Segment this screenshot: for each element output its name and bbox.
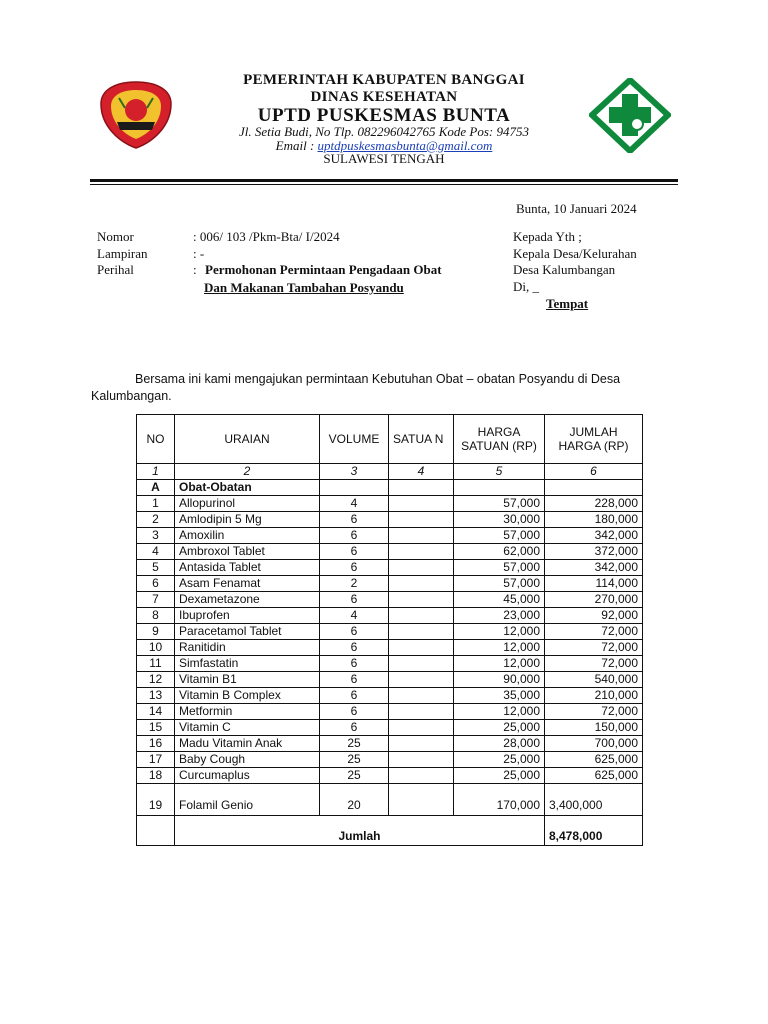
header-divider-thick xyxy=(90,179,678,182)
row-harga-satuan: 57,000 xyxy=(454,496,545,512)
row-harga-satuan: 57,000 xyxy=(454,528,545,544)
row-item: Paracetamol Tablet xyxy=(175,624,320,640)
row-item: Simfastatin xyxy=(175,656,320,672)
row-satuan xyxy=(389,608,454,624)
table-row xyxy=(137,704,643,720)
row-satuan xyxy=(389,592,454,608)
section-code: A xyxy=(137,480,175,496)
table-header-row xyxy=(137,415,643,464)
row-satuan xyxy=(389,752,454,768)
section-row xyxy=(137,480,643,496)
row-volume: 20 xyxy=(320,784,389,816)
nomor-value: : 006/ 103 /Pkm-Bta/ I/2024 xyxy=(193,229,340,244)
row-satuan xyxy=(389,768,454,784)
row-satuan xyxy=(389,640,454,656)
letter-date: Bunta, 10 Januari 2024 xyxy=(516,201,637,216)
row-no: 13 xyxy=(137,688,175,704)
body-paragraph: Bersama ini kami mengajukan permintaan Kebutuhan Obat – obatan Posyandu di Desa Kalumbangan. xyxy=(91,372,621,403)
row-item: Ranitidin xyxy=(175,640,320,656)
row-no: 9 xyxy=(137,624,175,640)
row-satuan xyxy=(389,624,454,640)
email-link[interactable]: uptdpuskesmasbunta@gmail.com xyxy=(317,138,493,153)
row-volume: 6 xyxy=(320,624,389,640)
department-name: DINAS KESEHATAN xyxy=(310,89,458,105)
lampiran-label: Lampiran xyxy=(97,246,148,261)
row-no: 4 xyxy=(137,544,175,560)
row-jumlah-harga: 342,000 xyxy=(545,560,643,576)
row-satuan xyxy=(389,576,454,592)
perihal-line-1: Permohonan Permintaan Pengadaan Obat xyxy=(205,262,442,277)
row-satuan xyxy=(389,560,454,576)
table-row xyxy=(137,768,643,784)
column-number: 5 xyxy=(454,464,545,480)
row-jumlah-harga: 625,000 xyxy=(545,752,643,768)
row-volume: 4 xyxy=(320,496,389,512)
row-harga-satuan: 12,000 xyxy=(454,624,545,640)
province-line: SULAWESI TENGAH xyxy=(323,151,445,166)
government-name: PEMERINTAH KABUPATEN BANGGAI xyxy=(243,72,525,88)
recipient-place: Tempat xyxy=(546,296,589,311)
header-harga-satuan: HARGA SATUAN (RP) xyxy=(454,415,545,464)
row-no: 11 xyxy=(137,656,175,672)
row-item: Madu Vitamin Anak xyxy=(175,736,320,752)
row-no: 7 xyxy=(137,592,175,608)
row-harga-satuan: 25,000 xyxy=(454,720,545,736)
row-satuan xyxy=(389,656,454,672)
row-harga-satuan: 12,000 xyxy=(454,640,545,656)
nomor-label: Nomor xyxy=(97,229,134,244)
header-volume: VOLUME xyxy=(320,415,389,464)
row-volume: 25 xyxy=(320,768,389,784)
row-no: 19 xyxy=(137,784,175,816)
row-item: Allopurinol xyxy=(175,496,320,512)
row-item: Amlodipin 5 Mg xyxy=(175,512,320,528)
table-row xyxy=(137,672,643,688)
row-jumlah-harga: 72,000 xyxy=(545,704,643,720)
table-row xyxy=(137,592,643,608)
table-row xyxy=(137,640,643,656)
header-uraian: URAIAN xyxy=(175,415,320,464)
table-row xyxy=(137,752,643,768)
table-row xyxy=(137,656,643,672)
row-jumlah-harga: 372,000 xyxy=(545,544,643,560)
empty-cell xyxy=(545,480,643,496)
row-no: 2 xyxy=(137,512,175,528)
row-harga-satuan: 62,000 xyxy=(454,544,545,560)
column-number-row xyxy=(137,464,643,480)
table-row xyxy=(137,576,643,592)
row-satuan xyxy=(389,720,454,736)
table-row xyxy=(137,528,643,544)
perihal-line-2: Dan Makanan Tambahan Posyandu xyxy=(204,280,404,295)
row-item: Vitamin C xyxy=(175,720,320,736)
row-jumlah-harga: 72,000 xyxy=(545,640,643,656)
column-number: 4 xyxy=(389,464,454,480)
row-harga-satuan: 25,000 xyxy=(454,752,545,768)
header-jumlah-harga: JUMLAH HARGA (RP) xyxy=(545,415,643,464)
table-row xyxy=(137,560,643,576)
row-item: Dexametazone xyxy=(175,592,320,608)
total-row xyxy=(137,816,643,846)
perihal-colon: : xyxy=(193,262,197,277)
row-jumlah-harga: 228,000 xyxy=(545,496,643,512)
row-no: 14 xyxy=(137,704,175,720)
header-satuan: SATUA N xyxy=(389,415,454,464)
table-row xyxy=(137,624,643,640)
table-row xyxy=(137,512,643,528)
row-jumlah-harga: 700,000 xyxy=(545,736,643,752)
item-rows xyxy=(137,496,643,816)
email-label: Email : xyxy=(275,138,318,153)
perihal-label: Perihal xyxy=(97,262,134,277)
row-jumlah-harga: 540,000 xyxy=(545,672,643,688)
row-satuan xyxy=(389,544,454,560)
row-volume: 25 xyxy=(320,752,389,768)
empty-cell xyxy=(137,816,175,846)
row-no: 17 xyxy=(137,752,175,768)
row-no: 18 xyxy=(137,768,175,784)
row-no: 10 xyxy=(137,640,175,656)
row-volume: 6 xyxy=(320,672,389,688)
row-no: 6 xyxy=(137,576,175,592)
row-jumlah-harga: 210,000 xyxy=(545,688,643,704)
column-number: 3 xyxy=(320,464,389,480)
row-item: Vitamin B1 xyxy=(175,672,320,688)
row-item: Antasida Tablet xyxy=(175,560,320,576)
row-satuan xyxy=(389,736,454,752)
header-no: NO xyxy=(137,415,175,464)
row-harga-satuan: 12,000 xyxy=(454,704,545,720)
row-no: 3 xyxy=(137,528,175,544)
row-no: 8 xyxy=(137,608,175,624)
row-harga-satuan: 28,000 xyxy=(454,736,545,752)
row-volume: 6 xyxy=(320,544,389,560)
row-item: Baby Cough xyxy=(175,752,320,768)
row-jumlah-harga: 180,000 xyxy=(545,512,643,528)
row-volume: 6 xyxy=(320,640,389,656)
row-harga-satuan: 23,000 xyxy=(454,608,545,624)
row-jumlah-harga: 72,000 xyxy=(545,624,643,640)
row-volume: 2 xyxy=(320,576,389,592)
row-harga-satuan: 90,000 xyxy=(454,672,545,688)
row-volume: 6 xyxy=(320,720,389,736)
row-satuan xyxy=(389,496,454,512)
row-no: 12 xyxy=(137,672,175,688)
row-no: 1 xyxy=(137,496,175,512)
column-number: 6 xyxy=(545,464,643,480)
row-item: Folamil Genio xyxy=(175,784,320,816)
column-number: 1 xyxy=(137,464,175,480)
table-row xyxy=(137,496,643,512)
row-jumlah-harga: 92,000 xyxy=(545,608,643,624)
table-row xyxy=(137,688,643,704)
address-line: Jl. Setia Budi, No Tlp. 082296042765 Kode Pos: 94753 xyxy=(239,124,529,139)
row-volume: 6 xyxy=(320,560,389,576)
row-volume: 4 xyxy=(320,608,389,624)
row-satuan xyxy=(389,672,454,688)
column-number: 2 xyxy=(175,464,320,480)
recipient-line-2: Kepala Desa/Kelurahan xyxy=(513,246,637,261)
row-item: Curcumaplus xyxy=(175,768,320,784)
row-harga-satuan: 30,000 xyxy=(454,512,545,528)
row-item: Ambroxol Tablet xyxy=(175,544,320,560)
medicine-request-table xyxy=(136,414,643,846)
row-jumlah-harga: 625,000 xyxy=(545,768,643,784)
row-harga-satuan: 25,000 xyxy=(454,768,545,784)
row-volume: 6 xyxy=(320,688,389,704)
row-item: Asam Fenamat xyxy=(175,576,320,592)
row-satuan xyxy=(389,688,454,704)
row-volume: 6 xyxy=(320,656,389,672)
row-jumlah-harga: 114,000 xyxy=(545,576,643,592)
table-row xyxy=(137,736,643,752)
row-no: 5 xyxy=(137,560,175,576)
row-jumlah-harga: 72,000 xyxy=(545,656,643,672)
table-row xyxy=(137,608,643,624)
row-no: 16 xyxy=(137,736,175,752)
row-satuan xyxy=(389,528,454,544)
row-no: 15 xyxy=(137,720,175,736)
total-value: 8,478,000 xyxy=(545,816,643,846)
row-volume: 6 xyxy=(320,512,389,528)
row-volume: 6 xyxy=(320,592,389,608)
row-item: Vitamin B Complex xyxy=(175,688,320,704)
unit-name: UPTD PUSKESMAS BUNTA xyxy=(257,105,511,126)
header-divider-thin xyxy=(90,184,678,185)
recipient-line-4: Di, _ xyxy=(513,279,539,294)
recipient-line-3: Desa Kalumbangan xyxy=(513,262,616,277)
row-satuan xyxy=(389,512,454,528)
row-item: Metformin xyxy=(175,704,320,720)
row-satuan xyxy=(389,704,454,720)
row-item: Amoxilin xyxy=(175,528,320,544)
row-harga-satuan: 57,000 xyxy=(454,576,545,592)
row-satuan xyxy=(389,784,454,816)
row-jumlah-harga: 150,000 xyxy=(545,720,643,736)
row-harga-satuan: 57,000 xyxy=(454,560,545,576)
row-jumlah-harga: 3,400,000 xyxy=(545,784,643,816)
row-volume: 6 xyxy=(320,528,389,544)
row-harga-satuan: 35,000 xyxy=(454,688,545,704)
table-row xyxy=(137,720,643,736)
section-title: Obat-Obatan xyxy=(175,480,320,496)
lampiran-value: : - xyxy=(193,246,205,261)
row-volume: 6 xyxy=(320,704,389,720)
row-harga-satuan: 12,000 xyxy=(454,656,545,672)
empty-cell xyxy=(389,480,454,496)
total-label: Jumlah xyxy=(175,816,545,846)
row-jumlah-harga: 342,000 xyxy=(545,528,643,544)
empty-cell xyxy=(454,480,545,496)
row-volume: 25 xyxy=(320,736,389,752)
recipient-line-1: Kepada Yth ; xyxy=(513,229,582,244)
row-harga-satuan: 45,000 xyxy=(454,592,545,608)
row-item: Ibuprofen xyxy=(175,608,320,624)
empty-cell xyxy=(320,480,389,496)
table-row xyxy=(137,544,643,560)
table-row xyxy=(137,784,643,816)
row-jumlah-harga: 270,000 xyxy=(545,592,643,608)
row-harga-satuan: 170,000 xyxy=(454,784,545,816)
